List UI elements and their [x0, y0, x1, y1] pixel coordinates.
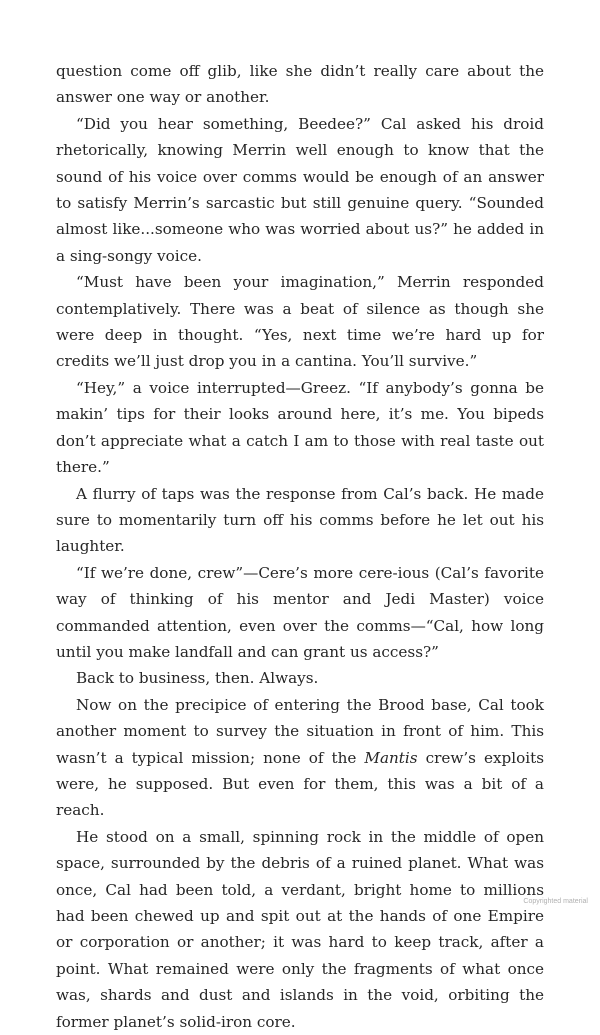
paragraph-3: “Must have been your imagination,” Merrin responded contemplatively. There was a beat of silence as though she were deep in thought. “Yes, next time we’re hard up for credits we’ll just drop you in a cantina. You’ll survive.”	[56, 273, 544, 371]
paragraph-6: “If we’re done, crew”—Cere’s more cere-ious (Cal’s favorite way of thinking of his mentor and Jedi Master) voice commanded attention, even over the comms—“Cal, how long until you make landfall and can grant us access?”	[56, 563, 544, 661]
paragraph-8-text-before: Now on the precipice of entering the Brood base, Cal took another moment to survey the situation in front of him. This wasn’t a typical mission; none of the	[56, 695, 544, 767]
paragraph-9: He stood on a small, spinning rock in the middle of open space, surrounded by the debris of a ruined planet. What was once, Cal had been told, a verdant, bright home to millions had been chewed up and spit out at the hands of one Empire or corporation or another; it was hard to keep track, after a point. What remained were only the fragments of what once was, shards and dust and islands in the void, orbiting the former planet’s solid-iron core.	[56, 827, 544, 1031]
paragraph-7: Back to business, then. Always.	[76, 669, 319, 688]
paragraph-8-text-after: crew’s exploits were, he supposed. But even for them, this was a bit of a reach.	[56, 748, 544, 820]
paragraph-2: “Did you hear something, Beedee?” Cal asked his droid rhetorically, knowing Merrin well enough to know that the sound of his voice over comms would be enough of an answer to satisfy Merrin’s sarcastic but still genuine query. “Sounded almost like...someone who was worried about us?” he added in a sing-songy voice.	[56, 114, 544, 265]
copyright-notice: Copyrighted material	[523, 898, 588, 905]
paragraph-5: A flurry of taps was the response from Cal’s back. He made sure to momentarily turn off his comms before he let out his laughter.	[56, 484, 544, 556]
paragraph-8	[56, 692, 544, 824]
ship-name-italic: Mantis	[364, 748, 418, 767]
book-page-text	[56, 58, 544, 1035]
paragraph-1: question come off glib, like she didn’t really care about the answer one way or another.	[56, 62, 544, 107]
paragraph-4: “Hey,” a voice interrupted—Greez. “If anybody’s gonna be makin’ tips for their looks around here, it’s me. You bipeds don’t appreciate what a catch I am to those with real taste out there.”	[56, 378, 544, 477]
